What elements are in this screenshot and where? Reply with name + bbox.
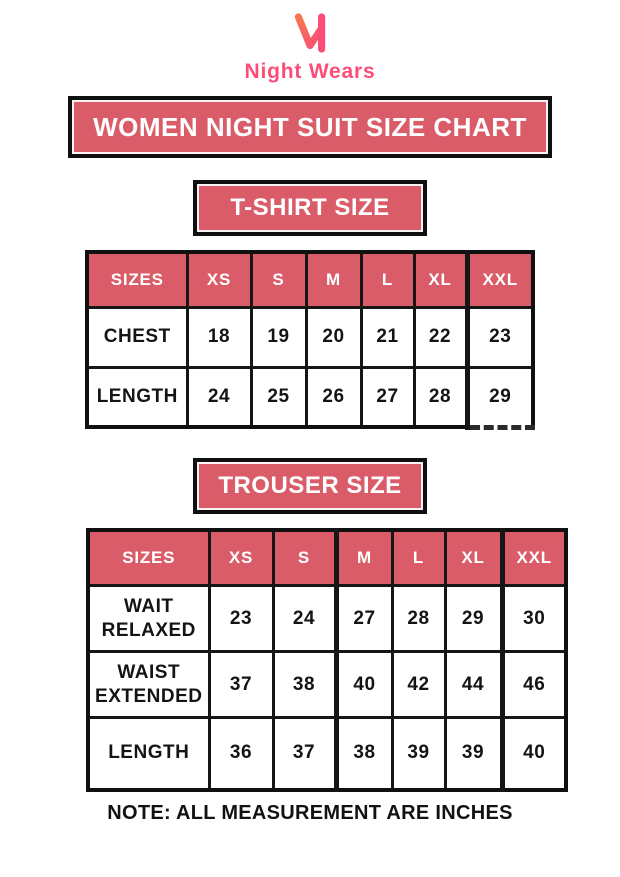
trouser-size-table-wrap	[0, 528, 620, 792]
column-header-sizes: SIZES	[88, 530, 209, 586]
size-value: 29	[445, 586, 502, 652]
row-label: WAIT RELAXED	[88, 586, 209, 652]
size-value: 28	[414, 367, 467, 427]
row-label: CHEST	[87, 307, 187, 367]
tshirt-size-table	[85, 250, 535, 430]
trouser-banner-label: TROUSER SIZE	[218, 471, 402, 499]
size-value: 27	[361, 367, 414, 427]
column-header-xs: XS	[209, 530, 273, 586]
size-value: 27	[336, 586, 392, 652]
title-banner-label: WOMEN NIGHT SUIT SIZE CHART	[93, 111, 527, 142]
column-header-s: S	[251, 252, 306, 307]
size-value: 23	[209, 586, 273, 652]
size-value: 20	[306, 307, 361, 367]
size-value: 40	[502, 718, 566, 790]
column-header-m: M	[336, 530, 392, 586]
column-header-s: S	[273, 530, 336, 586]
column-header-xl: XL	[414, 252, 467, 307]
size-value: 18	[187, 307, 251, 367]
trouser-size-banner	[193, 458, 427, 514]
row-label: WAIST EXTENDED	[88, 652, 209, 718]
size-value: 37	[209, 652, 273, 718]
size-value: 37	[273, 718, 336, 790]
size-value: 24	[273, 586, 336, 652]
night-wears-monogram-icon	[283, 8, 337, 58]
size-value: 22	[414, 307, 467, 367]
brand-logo	[0, 8, 620, 84]
column-header-m: M	[306, 252, 361, 307]
tshirt-size-banner	[193, 180, 427, 236]
title-banner	[68, 96, 552, 158]
size-value: 30	[502, 586, 566, 652]
column-header-xxl: XXL	[502, 530, 566, 586]
size-value: 39	[392, 718, 445, 790]
size-value: 46	[502, 652, 566, 718]
brand-name: Night Wears	[244, 60, 376, 83]
size-value: 24	[187, 367, 251, 427]
size-value: 19	[251, 307, 306, 367]
column-header-xs: XS	[187, 252, 251, 307]
size-value: 38	[336, 718, 392, 790]
size-value: 36	[209, 718, 273, 790]
row-label: LENGTH	[87, 367, 187, 427]
tshirt-banner-label: T-SHIRT SIZE	[230, 194, 390, 221]
size-value: 42	[392, 652, 445, 718]
column-header-xl: XL	[445, 530, 502, 586]
column-header-l: L	[361, 252, 414, 307]
size-value: 29	[467, 367, 533, 427]
size-value: 39	[445, 718, 502, 790]
size-value: 26	[306, 367, 361, 427]
size-value: 21	[361, 307, 414, 367]
size-value: 25	[251, 367, 306, 427]
column-header-l: L	[392, 530, 445, 586]
trouser-size-table	[86, 528, 568, 792]
size-value: 44	[445, 652, 502, 718]
size-value: 38	[273, 652, 336, 718]
column-header-sizes: SIZES	[87, 252, 187, 307]
size-value: 28	[392, 586, 445, 652]
tshirt-size-table-wrap	[0, 250, 620, 430]
row-label: LENGTH	[88, 718, 209, 790]
column-header-xxl: XXL	[467, 252, 533, 307]
size-value: 23	[467, 307, 533, 367]
measurement-note: NOTE: ALL MEASUREMENT ARE INCHES	[107, 801, 513, 824]
size-value: 40	[336, 652, 392, 718]
